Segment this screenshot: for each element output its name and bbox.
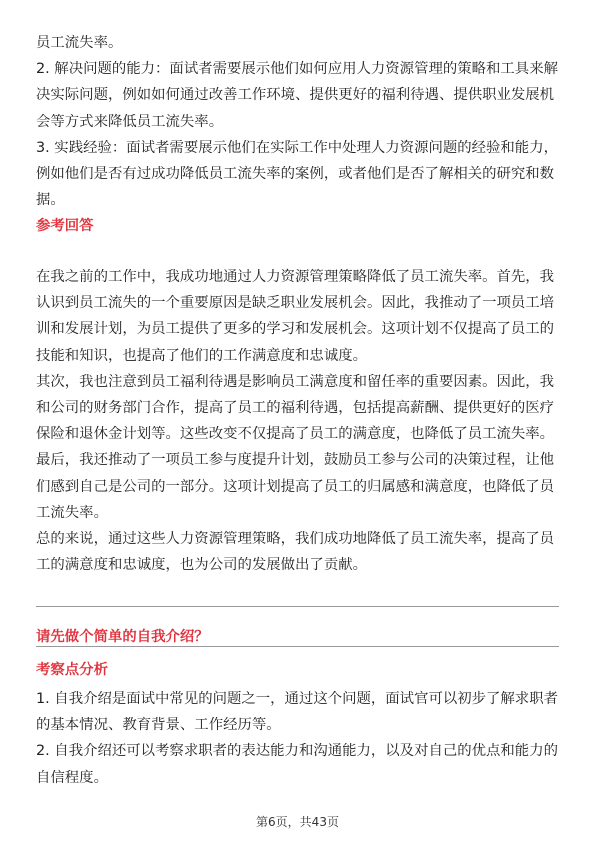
text-line: 2. 自我介绍还可以考察求职者的表达能力和沟通能力，以及对自己的优点和能力的 [36, 743, 558, 760]
text-line: 工的满意度和忠诚度，也为公司的发展做出了贡献。 [36, 557, 367, 574]
text-line: 在我之前的工作中，我成功地通过人力资源管理策略降低了员工流失率。首先，我 [36, 269, 555, 285]
reference-answer-section [36, 213, 94, 239]
text-line: 技能和知识，也提高了他们的工作满意度和忠诚度。 [36, 347, 367, 364]
page-number: 第6页，共43页 [256, 815, 339, 829]
text-line: 最后，我还推动了一项员工参与度提升计划，鼓励员工参与公司的决策过程，让他 [36, 452, 555, 469]
evaluation-text [36, 30, 558, 213]
text-line: 工流失率。 [36, 504, 108, 521]
text-line: 例如他们是否有过成功降低员工流失率的案例，或者他们是否了解相关的研究和数 [36, 165, 555, 182]
text-line: 自信程度。 [36, 769, 108, 786]
section-divider [36, 606, 559, 607]
text-line: 据。 [36, 192, 65, 209]
answer-text [36, 264, 554, 578]
text-line: 2. 解决问题的能力：面试者需要展示他们如何应用人力资源管理的策略和工具来解 [36, 61, 558, 78]
text-line: 的基本情况、教育背景、工作经历等。 [36, 717, 281, 734]
text-line: 训和发展计划，为员工提供了更多的学习和发展机会。这项计划不仅提高了员工的 [36, 321, 555, 338]
analysis-text [36, 686, 558, 791]
reference-answer-body [36, 264, 554, 578]
analysis-heading: 考察点分析 [36, 662, 108, 678]
reference-answer-heading: 参考回答 [36, 218, 94, 234]
section-divider [36, 646, 559, 647]
analysis-body [36, 686, 558, 791]
analysis-section [36, 657, 108, 683]
text-line: 3. 实践经验：面试者需要展示他们在实际工作中处理人力资源问题的经验和能力， [36, 139, 558, 156]
text-line: 和公司的财务部门合作，提高了员工的福利待遇，包括提高薪酬、提供更好的医疗 [36, 399, 555, 416]
question-title: 请先做个简单的自我介绍？ [36, 629, 209, 645]
text-line: 认识到员工流失的一个重要原因是缺乏职业发展机会。因此，我推动了一项员工培 [36, 295, 555, 312]
text-line: 其次，我也注意到员工福利待遇是影响员工满意度和留任率的重要因素。因此，我 [36, 373, 555, 390]
text-line: 们感到自己是公司的一部分。这项计划提高了员工的归属感和满意度，也降低了员 [36, 478, 555, 495]
text-line: 会等方式来降低员工流失率。 [36, 113, 224, 130]
text-line: 保险和退休金计划等。这些改变不仅提高了员工的满意度，也降低了员工流失率。 [36, 426, 555, 443]
text-line: 员工流失率。 [36, 35, 123, 51]
text-line: 决实际问题，例如如何通过改善工作环境、提供更好的福利待遇、提供职业发展机 [36, 87, 555, 104]
text-line: 总的来说，通过这些人力资源管理策略，我们成功地降低了员工流失率，提高了员 [36, 530, 555, 547]
evaluation-points-continued [36, 30, 558, 213]
text-line: 1. 自我介绍是面试中常见的问题之一，通过这个问题，面试官可以初步了解求职者 [36, 691, 558, 707]
